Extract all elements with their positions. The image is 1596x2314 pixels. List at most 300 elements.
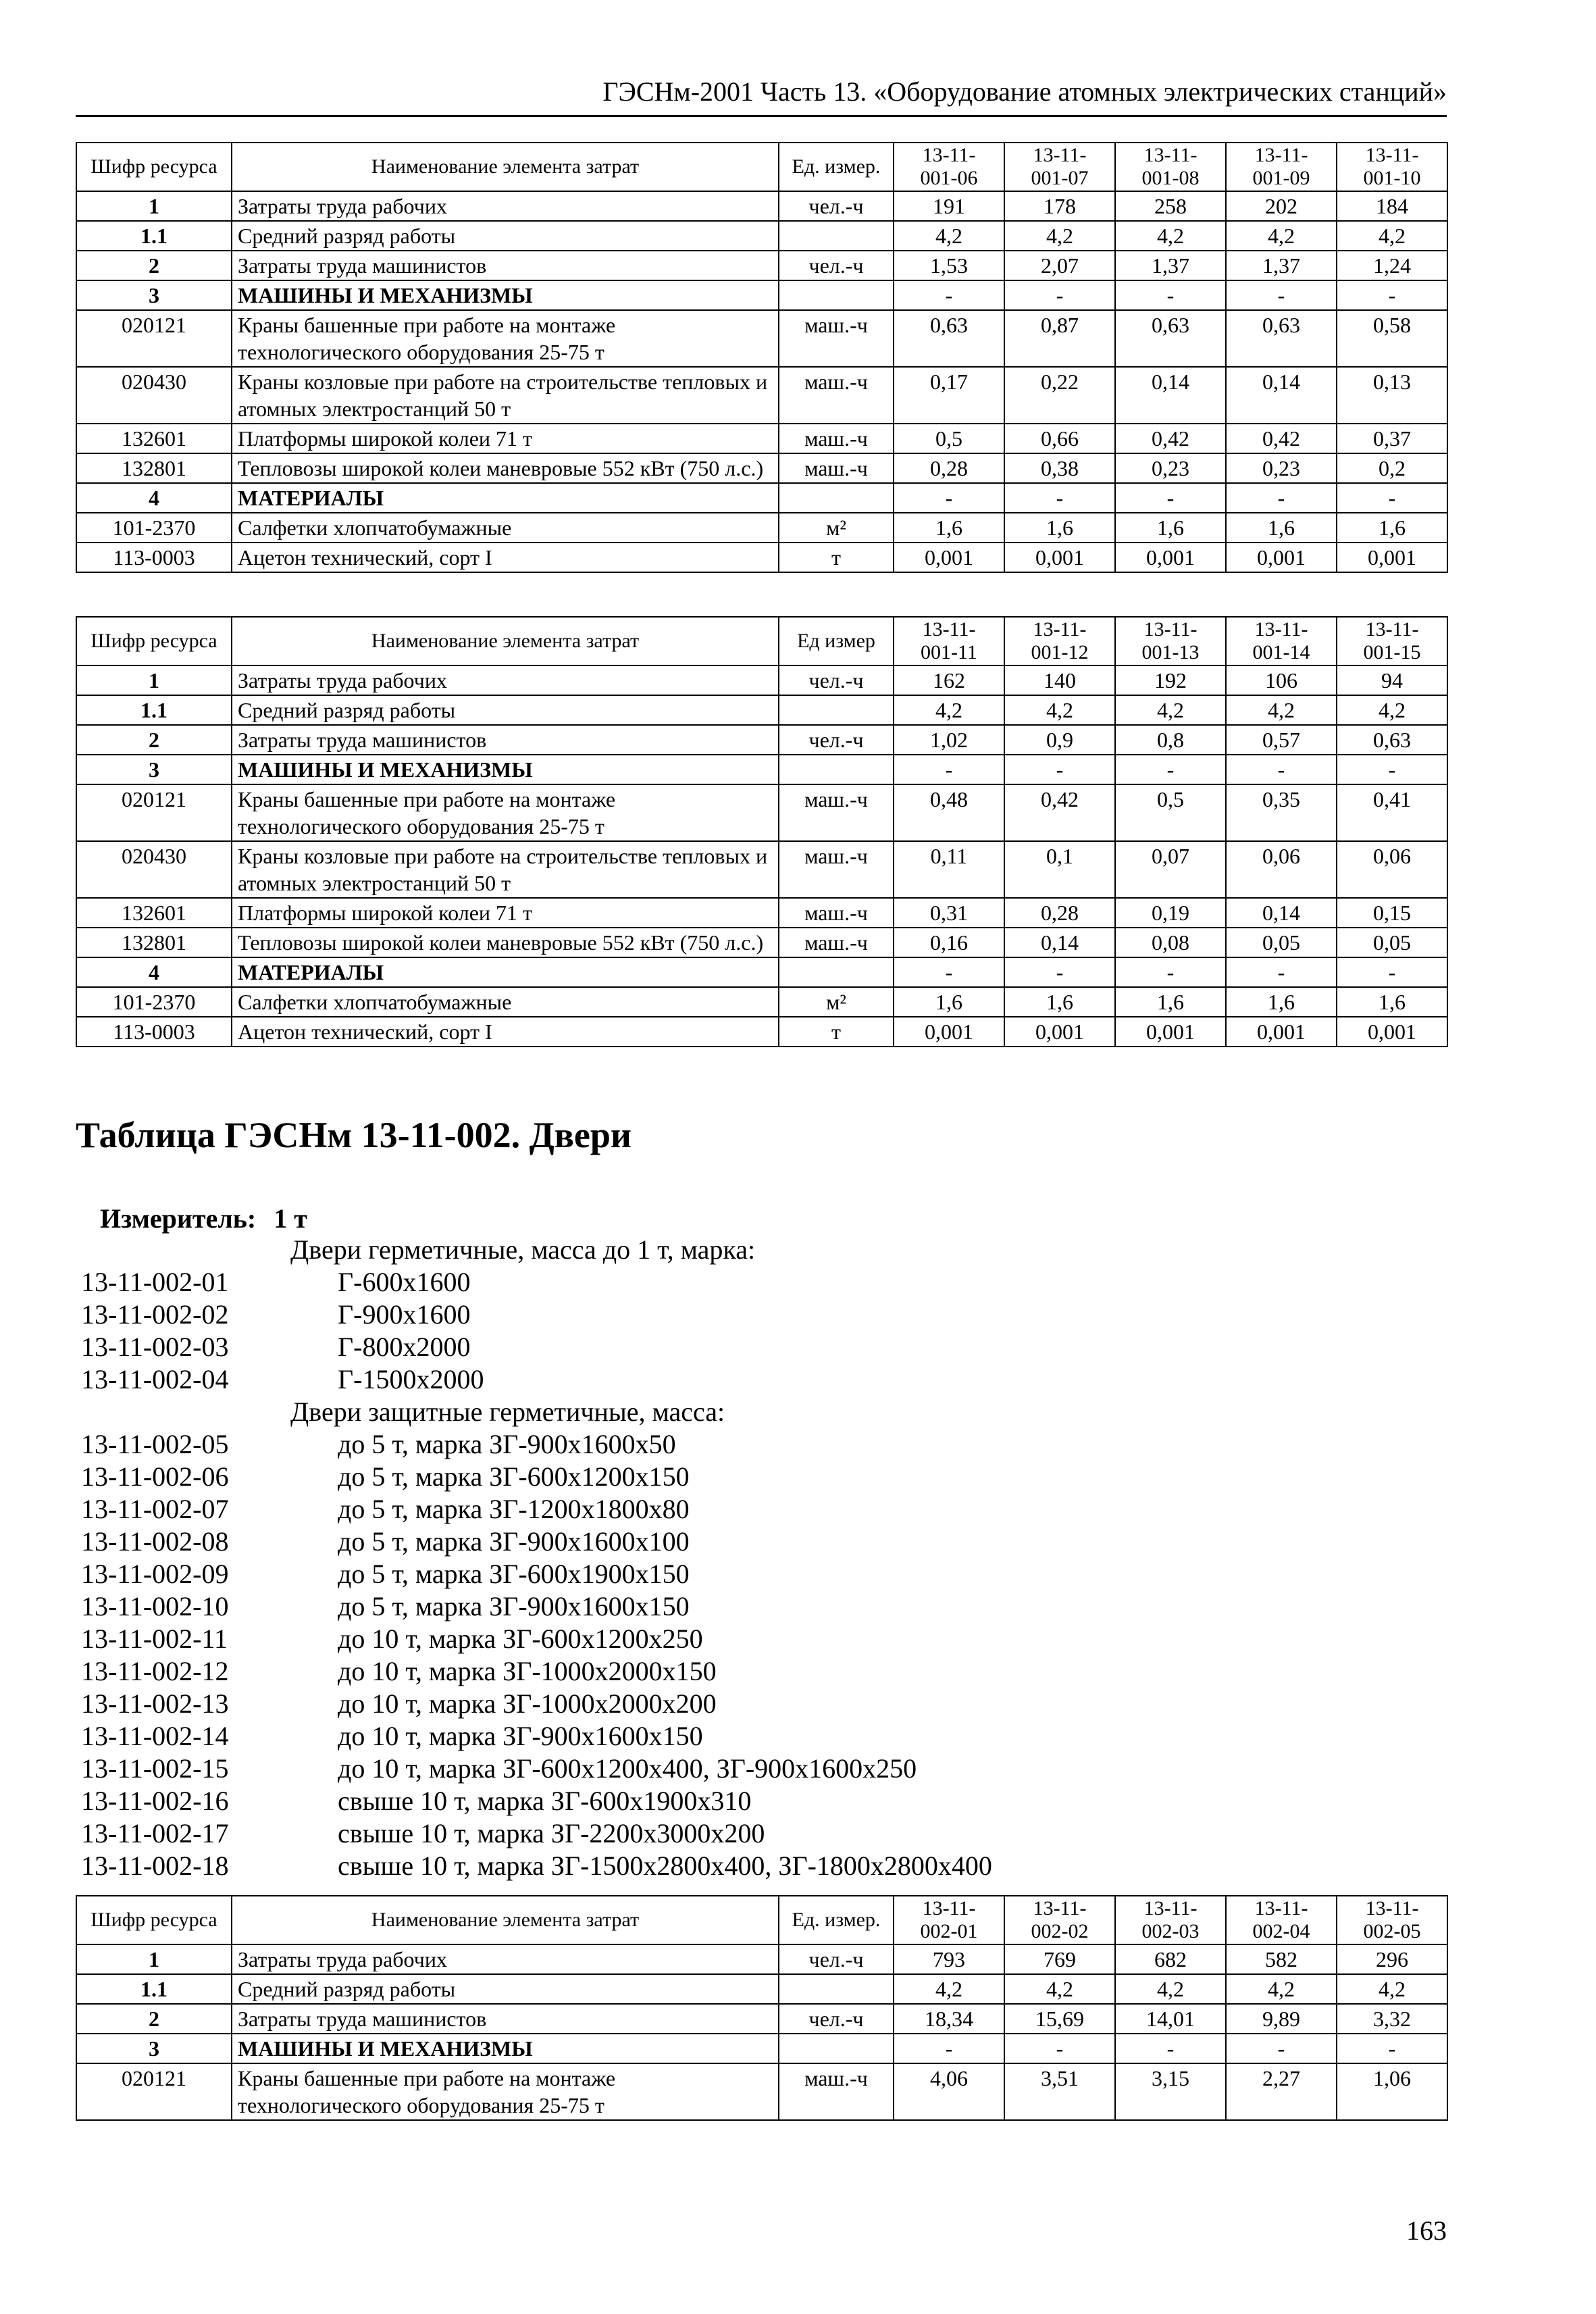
cell-resource-name: Ацетон технический, сорт I: [232, 1017, 779, 1047]
cell-unit: [779, 483, 894, 513]
cell-value: -: [1337, 280, 1447, 310]
cell-resource-code: 4: [76, 483, 232, 513]
item-text: свыше 10 т, марка ЗГ-600х1900х310: [338, 1786, 752, 1816]
cell-resource-code: 3: [76, 755, 232, 784]
item-code: 13-11-002-18: [81, 1851, 229, 1881]
cell-unit: маш.-ч: [779, 898, 894, 928]
cell-value: 0,63: [1115, 310, 1226, 367]
cell-value: 3,51: [1004, 2063, 1115, 2120]
cell-value: 4,2: [1115, 1974, 1226, 2004]
item-text: Г-600х1600: [338, 1267, 471, 1297]
cell-value: -: [1115, 483, 1226, 513]
item-text: до 5 т, марка ЗГ-900х1600х100: [338, 1526, 690, 1557]
table-row: [76, 957, 1447, 987]
cell-resource-code: 132801: [76, 453, 232, 483]
cell-value: 4,06: [894, 2063, 1004, 2120]
table-row: [76, 841, 1447, 898]
cell-value: 178: [1004, 191, 1115, 221]
cell-value: 0,13: [1337, 367, 1447, 424]
cell-unit: [779, 2034, 894, 2063]
header-unit: Ед. измер.: [779, 1896, 894, 1944]
cell-resource-name: Салфетки хлопчатобумажные: [232, 513, 779, 543]
cell-value: 0,5: [1115, 784, 1226, 841]
item-code: 13-11-002-11: [81, 1624, 228, 1654]
item-code: 13-11-002-12: [81, 1656, 229, 1686]
cell-value: 0,28: [1004, 898, 1115, 928]
cell-value: 0,14: [1115, 367, 1226, 424]
table-row: [76, 424, 1447, 453]
cell-value: 0,001: [1115, 543, 1226, 572]
cell-value: -: [894, 483, 1004, 513]
cell-unit: [779, 695, 894, 725]
measure-line: [100, 1203, 307, 1235]
cell-value: 0,001: [1226, 1017, 1337, 1047]
cell-value: 1,6: [1115, 513, 1226, 543]
header-code: Шифр ресурса: [76, 143, 232, 191]
list-item: [81, 1558, 1432, 1590]
cell-value: 0,58: [1337, 310, 1447, 367]
list-item: [81, 1363, 1432, 1396]
cell-resource-name: МАШИНЫ И МЕХАНИЗМЫ: [232, 755, 779, 784]
item-code: 13-11-002-08: [81, 1526, 229, 1557]
cell-unit: маш.-ч: [779, 784, 894, 841]
cell-unit: чел.-ч: [779, 191, 894, 221]
cell-value: 582: [1226, 1944, 1337, 1974]
list-item: [81, 1655, 1432, 1688]
table-row: [76, 453, 1447, 483]
cell-value: 0,08: [1115, 928, 1226, 957]
item-group-heading: [81, 1234, 1432, 1266]
cell-value: 4,2: [1115, 221, 1226, 251]
cell-value: 9,89: [1226, 2004, 1337, 2034]
table-row: [76, 665, 1447, 695]
cell-unit: маш.-ч: [779, 928, 894, 957]
table-row: [76, 898, 1447, 928]
cell-value: -: [1226, 483, 1337, 513]
header-unit: Ед. измер.: [779, 143, 894, 191]
cell-resource-name: Ацетон технический, сорт I: [232, 543, 779, 572]
cell-resource-code: 020430: [76, 841, 232, 898]
table-row: [76, 784, 1447, 841]
item-text: Г-900х1600: [338, 1299, 471, 1330]
cell-value: 0,38: [1004, 453, 1115, 483]
table-row: [76, 367, 1447, 424]
table-row: [76, 543, 1447, 572]
list-item: [81, 1266, 1432, 1299]
cell-value: 15,69: [1004, 2004, 1115, 2034]
cell-value: 0,5: [894, 424, 1004, 453]
item-code: 13-11-002-14: [81, 1721, 229, 1751]
table-row: [76, 280, 1447, 310]
cell-value: -: [894, 957, 1004, 987]
cell-value: 1,6: [1004, 987, 1115, 1017]
cell-value: 1,6: [1226, 513, 1337, 543]
item-code: 13-11-002-13: [81, 1688, 229, 1719]
cell-value: 1,6: [1226, 987, 1337, 1017]
cell-value: 0,001: [1115, 1017, 1226, 1047]
item-text: до 5 т, марка ЗГ-900х1600х150: [338, 1591, 690, 1621]
cell-value: -: [1115, 755, 1226, 784]
cell-value: 0,11: [894, 841, 1004, 898]
item-code: 13-11-002-07: [81, 1494, 229, 1524]
cell-value: 0,001: [894, 1017, 1004, 1047]
cell-resource-name: Платформы широкой колеи 71 т: [232, 424, 779, 453]
list-item: [81, 1526, 1432, 1558]
cell-value: 0,42: [1226, 424, 1337, 453]
cell-value: -: [1115, 280, 1226, 310]
cell-resource-name: Затраты труда рабочих: [232, 1944, 779, 1974]
cell-resource-name: Краны башенные при работе на монтаже технологического оборудования 25-75 т: [232, 784, 779, 841]
cell-value: 0,63: [1226, 310, 1337, 367]
cell-value: 2,07: [1004, 251, 1115, 280]
cell-value: 192: [1115, 665, 1226, 695]
item-list: [81, 1234, 1432, 1882]
cell-resource-name: Затраты труда машинистов: [232, 725, 779, 755]
cell-value: 793: [894, 1944, 1004, 1974]
table-row: [76, 725, 1447, 755]
cell-value: -: [894, 280, 1004, 310]
cell-value: 0,57: [1226, 725, 1337, 755]
header-code: Шифр ресурса: [76, 617, 232, 665]
table-row: [76, 1944, 1447, 1974]
cell-resource-name: Средний разряд работы: [232, 221, 779, 251]
cell-unit: маш.-ч: [779, 841, 894, 898]
cell-value: 18,34: [894, 2004, 1004, 2034]
list-item: [81, 1753, 1432, 1785]
header-rate-code: 13-11- 002-04: [1226, 1896, 1337, 1944]
cell-resource-name: МАТЕРИАЛЫ: [232, 483, 779, 513]
item-text: до 10 т, марка ЗГ-600х1200х400, ЗГ-900х1600х250: [338, 1753, 917, 1784]
list-item: [81, 1850, 1432, 1882]
table-row: [76, 2004, 1447, 2034]
table-row: [76, 221, 1447, 251]
cell-value: 0,05: [1226, 928, 1337, 957]
cell-value: 0,14: [1226, 898, 1337, 928]
cell-value: 4,2: [1004, 221, 1115, 251]
cell-value: 1,02: [894, 725, 1004, 755]
cell-value: 0,66: [1004, 424, 1115, 453]
cell-value: 0,001: [1226, 543, 1337, 572]
cell-value: 0,001: [1337, 1017, 1447, 1047]
cell-value: 0,16: [894, 928, 1004, 957]
cell-value: 0,14: [1226, 367, 1337, 424]
cell-value: 0,15: [1337, 898, 1447, 928]
cell-value: 4,2: [1226, 1974, 1337, 2004]
item-code: 13-11-002-03: [81, 1332, 229, 1362]
header-name: Наименование элемента затрат: [232, 617, 779, 665]
item-text: Г-1500х2000: [338, 1364, 484, 1394]
item-text: до 10 т, марка ЗГ-900х1600х150: [338, 1721, 703, 1751]
cell-resource-code: 3: [76, 2034, 232, 2063]
cell-value: -: [1226, 280, 1337, 310]
cell-resource-name: МАШИНЫ И МЕХАНИЗМЫ: [232, 2034, 779, 2063]
resource-table-001-11-15: [76, 616, 1448, 1047]
measure-value: 1 т: [274, 1203, 307, 1234]
cell-resource-name: Краны башенные при работе на монтаже технологического оборудования 25-75 т: [232, 2063, 779, 2120]
cell-value: 0,23: [1115, 453, 1226, 483]
cell-value: 0,42: [1115, 424, 1226, 453]
cell-value: 3,32: [1337, 2004, 1447, 2034]
list-item: [81, 1623, 1432, 1655]
table-header-row: [76, 617, 1447, 665]
cell-value: 14,01: [1115, 2004, 1226, 2034]
cell-resource-code: 4: [76, 957, 232, 987]
cell-unit: т: [779, 1017, 894, 1047]
cell-value: -: [1337, 755, 1447, 784]
cell-resource-code: 2: [76, 251, 232, 280]
cell-value: 0,23: [1226, 453, 1337, 483]
cell-resource-code: 2: [76, 2004, 232, 2034]
cell-resource-name: Краны козловые при работе на строительстве тепловых и атомных электростанций 50 т: [232, 367, 779, 424]
resource-table-002-01-05: [76, 1895, 1448, 2121]
cell-value: 4,2: [1337, 1974, 1447, 2004]
cell-unit: маш.-ч: [779, 424, 894, 453]
cell-value: 106: [1226, 665, 1337, 695]
list-item: [81, 1688, 1432, 1720]
table-row: [76, 928, 1447, 957]
item-text: до 10 т, марка ЗГ-600х1200х250: [338, 1624, 703, 1654]
header-rate-code: 13-11- 001-08: [1115, 143, 1226, 191]
cell-resource-code: 020121: [76, 310, 232, 367]
item-text: свыше 10 т, марка ЗГ-2200х3000х200: [338, 1818, 765, 1848]
cell-resource-code: 020121: [76, 2063, 232, 2120]
cell-value: -: [1337, 2034, 1447, 2063]
table-row: [76, 1974, 1447, 2004]
cell-value: 1,24: [1337, 251, 1447, 280]
cell-value: 0,05: [1337, 928, 1447, 957]
header-name: Наименование элемента затрат: [232, 143, 779, 191]
header-rate-code: 13-11- 002-01: [894, 1896, 1004, 1944]
cell-value: 3,15: [1115, 2063, 1226, 2120]
list-item: [81, 1590, 1432, 1623]
cell-resource-code: 101-2370: [76, 987, 232, 1017]
cell-value: -: [1226, 957, 1337, 987]
cell-resource-code: 020430: [76, 367, 232, 424]
cell-value: -: [1115, 957, 1226, 987]
header-rate-code: 13-11- 001-10: [1337, 143, 1447, 191]
cell-value: -: [894, 755, 1004, 784]
cell-value: 296: [1337, 1944, 1447, 1974]
page-number: 163: [1406, 2215, 1447, 2246]
cell-resource-code: 1: [76, 1944, 232, 1974]
cell-resource-name: Затраты труда машинистов: [232, 2004, 779, 2034]
group-text: Двери герметичные, масса до 1 т, марка:: [290, 1234, 756, 1265]
cell-value: 0,37: [1337, 424, 1447, 453]
header-rate-code: 13-11- 001-09: [1226, 143, 1337, 191]
item-code: 13-11-002-06: [81, 1461, 229, 1492]
list-item: [81, 1331, 1432, 1363]
table-row: [76, 755, 1447, 784]
item-text: до 5 т, марка ЗГ-600х1900х150: [338, 1559, 690, 1589]
cell-value: -: [1115, 2034, 1226, 2063]
table-row: [76, 483, 1447, 513]
cell-value: 0,1: [1004, 841, 1115, 898]
item-text: Г-800х2000: [338, 1332, 471, 1362]
cell-value: 4,2: [894, 695, 1004, 725]
cell-unit: чел.-ч: [779, 2004, 894, 2034]
list-item: [81, 1299, 1432, 1331]
cell-resource-name: Тепловозы широкой колеи маневровые 552 кВт (750 л.с.): [232, 453, 779, 483]
cell-unit: чел.-ч: [779, 665, 894, 695]
cell-resource-code: 1.1: [76, 221, 232, 251]
cell-value: 0,001: [1004, 1017, 1115, 1047]
header-rate-code: 13-11- 001-13: [1115, 617, 1226, 665]
table-row: [76, 1017, 1447, 1047]
cell-resource-code: 2: [76, 725, 232, 755]
header-rate-code: 13-11- 001-15: [1337, 617, 1447, 665]
cell-value: -: [1226, 2034, 1337, 2063]
cell-resource-code: 1.1: [76, 1974, 232, 2004]
cell-resource-name: Затраты труда машинистов: [232, 251, 779, 280]
cell-value: 1,6: [894, 513, 1004, 543]
cell-unit: [779, 1974, 894, 2004]
header-rate-code: 13-11- 002-05: [1337, 1896, 1447, 1944]
cell-value: 1,6: [1115, 987, 1226, 1017]
table-row: [76, 513, 1447, 543]
cell-value: 0,2: [1337, 453, 1447, 483]
cell-unit: м²: [779, 987, 894, 1017]
table-row: [76, 2063, 1447, 2120]
cell-value: -: [1226, 755, 1337, 784]
cell-value: 0,9: [1004, 725, 1115, 755]
header-rate-code: 13-11- 001-11: [894, 617, 1004, 665]
cell-value: 0,001: [1004, 543, 1115, 572]
cell-resource-name: МАТЕРИАЛЫ: [232, 957, 779, 987]
cell-resource-name: Тепловозы широкой колеи маневровые 552 кВт (750 л.с.): [232, 928, 779, 957]
list-item: [81, 1428, 1432, 1461]
cell-value: 0,8: [1115, 725, 1226, 755]
cell-value: 0,42: [1004, 784, 1115, 841]
item-code: 13-11-002-17: [81, 1818, 229, 1848]
item-text: до 10 т, марка ЗГ-1000х2000х150: [338, 1656, 717, 1686]
cell-value: 0,35: [1226, 784, 1337, 841]
item-code: 13-11-002-01: [81, 1267, 229, 1297]
cell-value: 0,17: [894, 367, 1004, 424]
item-text: свыше 10 т, марка ЗГ-1500х2800х400, ЗГ-1800х2800х400: [338, 1851, 992, 1881]
cell-resource-code: 132801: [76, 928, 232, 957]
item-code: 13-11-002-16: [81, 1786, 229, 1816]
cell-value: 0,87: [1004, 310, 1115, 367]
header-name: Наименование элемента затрат: [232, 1896, 779, 1944]
cell-unit: [779, 755, 894, 784]
group-text: Двери защитные герметичные, масса:: [290, 1397, 725, 1427]
cell-resource-name: Средний разряд работы: [232, 1974, 779, 2004]
cell-unit: т: [779, 543, 894, 572]
list-item: [81, 1817, 1432, 1850]
table-row: [76, 191, 1447, 221]
list-item: [81, 1493, 1432, 1526]
list-item: [81, 1785, 1432, 1817]
cell-resource-name: Затраты труда рабочих: [232, 191, 779, 221]
cell-resource-name: Салфетки хлопчатобумажные: [232, 987, 779, 1017]
cell-value: 0,48: [894, 784, 1004, 841]
page-header: ГЭСНм-2001 Часть 13. «Оборудование атомных электрических станций»: [76, 76, 1447, 117]
cell-value: 94: [1337, 665, 1447, 695]
cell-value: 0,14: [1004, 928, 1115, 957]
cell-value: 0,06: [1337, 841, 1447, 898]
cell-value: 0,06: [1226, 841, 1337, 898]
item-text: до 5 т, марка ЗГ-1200х1800х80: [338, 1494, 690, 1524]
cell-value: 4,2: [1337, 695, 1447, 725]
cell-value: 1,6: [894, 987, 1004, 1017]
measure-label: Измеритель:: [100, 1203, 257, 1234]
cell-resource-code: 113-0003: [76, 1017, 232, 1047]
cell-value: 769: [1004, 1944, 1115, 1974]
item-text: до 5 т, марка ЗГ-900х1600х50: [338, 1429, 676, 1459]
cell-value: 1,37: [1226, 251, 1337, 280]
header-rate-code: 13-11- 001-07: [1004, 143, 1115, 191]
header-unit: Ед измер: [779, 617, 894, 665]
cell-value: -: [1337, 957, 1447, 987]
cell-resource-code: 3: [76, 280, 232, 310]
cell-value: 4,2: [1004, 1974, 1115, 2004]
cell-value: 4,2: [1226, 221, 1337, 251]
cell-resource-name: Краны башенные при работе на монтаже технологического оборудования 25-75 т: [232, 310, 779, 367]
cell-value: 2,27: [1226, 2063, 1337, 2120]
cell-unit: маш.-ч: [779, 310, 894, 367]
cell-unit: маш.-ч: [779, 453, 894, 483]
cell-resource-name: Средний разряд работы: [232, 695, 779, 725]
cell-value: 4,2: [1226, 695, 1337, 725]
cell-unit: чел.-ч: [779, 251, 894, 280]
cell-resource-code: 132601: [76, 898, 232, 928]
cell-resource-code: 1: [76, 191, 232, 221]
header-rate-code: 13-11- 001-06: [894, 143, 1004, 191]
cell-value: 140: [1004, 665, 1115, 695]
header-rate-code: 13-11- 002-02: [1004, 1896, 1115, 1944]
cell-resource-code: 1.1: [76, 695, 232, 725]
table-row: [76, 310, 1447, 367]
item-text: до 5 т, марка ЗГ-600х1200х150: [338, 1461, 690, 1492]
cell-value: 4,2: [1004, 695, 1115, 725]
header-rate-code: 13-11- 002-03: [1115, 1896, 1226, 1944]
cell-value: 0,41: [1337, 784, 1447, 841]
section-title: Таблица ГЭСНм 13-11-002. Двери: [76, 1115, 632, 1155]
table-row: [76, 2034, 1447, 2063]
cell-value: 0,07: [1115, 841, 1226, 898]
cell-unit: чел.-ч: [779, 725, 894, 755]
cell-value: 4,2: [1115, 695, 1226, 725]
cell-resource-code: 132601: [76, 424, 232, 453]
cell-value: -: [1004, 483, 1115, 513]
cell-value: 4,2: [894, 1974, 1004, 2004]
cell-resource-name: Платформы широкой колеи 71 т: [232, 898, 779, 928]
cell-unit: маш.-ч: [779, 367, 894, 424]
item-group-heading: [81, 1396, 1432, 1428]
header-rate-code: 13-11- 001-14: [1226, 617, 1337, 665]
item-code: 13-11-002-15: [81, 1753, 229, 1784]
table-row: [76, 251, 1447, 280]
item-code: 13-11-002-04: [81, 1364, 229, 1394]
cell-value: 4,2: [894, 221, 1004, 251]
cell-value: 184: [1337, 191, 1447, 221]
cell-value: -: [894, 2034, 1004, 2063]
table-row: [76, 695, 1447, 725]
cell-value: 1,6: [1337, 987, 1447, 1017]
cell-value: 0,63: [894, 310, 1004, 367]
list-item: [81, 1720, 1432, 1753]
resource-table-001-06-10: [76, 142, 1448, 573]
cell-unit: [779, 280, 894, 310]
cell-unit: чел.-ч: [779, 1944, 894, 1974]
table-row: [76, 987, 1447, 1017]
cell-unit: [779, 957, 894, 987]
cell-resource-code: 101-2370: [76, 513, 232, 543]
list-item: [81, 1461, 1432, 1493]
cell-value: 162: [894, 665, 1004, 695]
cell-value: 1,37: [1115, 251, 1226, 280]
cell-value: 191: [894, 191, 1004, 221]
